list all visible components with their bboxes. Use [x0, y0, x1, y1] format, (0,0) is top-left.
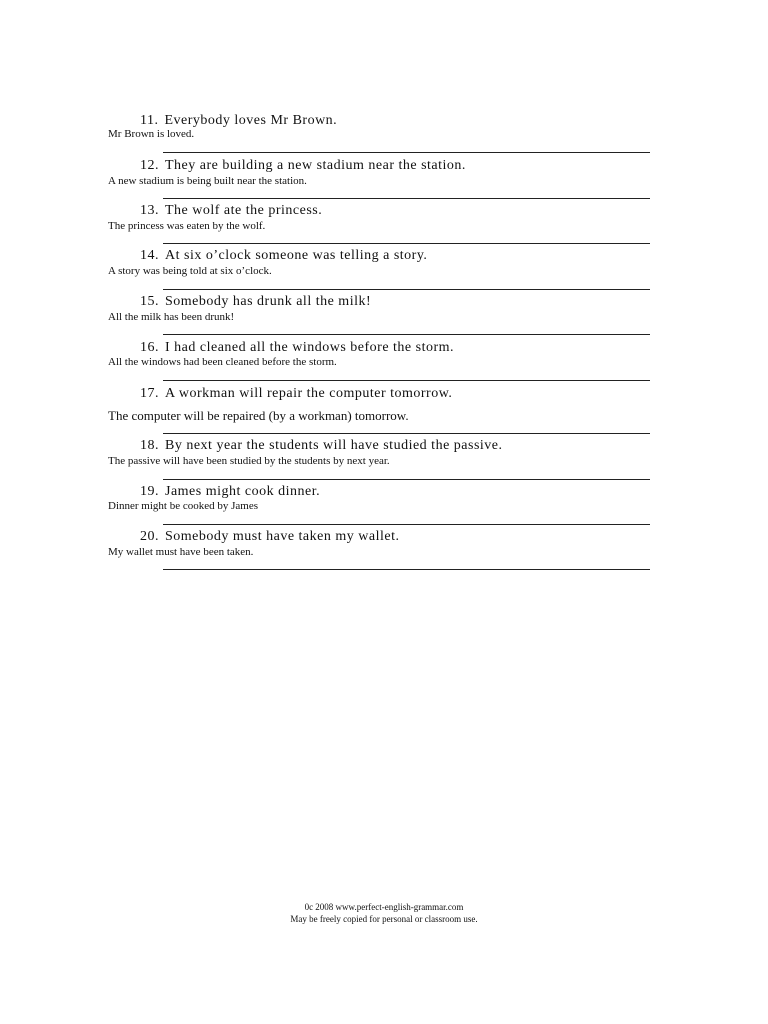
exercise-answer: The princess was eaten by the wolf. — [108, 220, 266, 232]
exercise-prompt — [140, 248, 427, 264]
exercise-sentence: They are building a new stadium near the station. — [165, 158, 466, 173]
exercise-number: 19. — [140, 484, 159, 499]
exercise-answer: The computer will be repaired (by a workman) tomorrow. — [108, 408, 409, 423]
exercise-answer: The passive will have been studied by the students by next year. — [108, 455, 390, 467]
exercise-answer: A story was being told at six o’clock. — [108, 265, 272, 277]
exercise-prompt — [140, 294, 371, 310]
exercise-prompt — [140, 340, 454, 356]
answer-line — [163, 569, 650, 570]
exercise-sentence: James might cook dinner. — [165, 484, 321, 499]
answer-line — [163, 380, 650, 381]
exercise-prompt — [140, 529, 399, 545]
exercise-prompt — [140, 438, 503, 454]
exercise-prompt — [140, 158, 466, 174]
exercise-sentence: The wolf ate the princess. — [165, 203, 323, 218]
exercise-number: 16. — [140, 340, 159, 355]
exercise-answer: A new stadium is being built near the station. — [108, 175, 307, 187]
exercise-answer: Dinner might be cooked by James — [108, 500, 258, 512]
exercise-sentence: By next year the students will have studied the passive. — [165, 438, 503, 453]
exercise-prompt — [140, 484, 320, 500]
exercise-prompt — [140, 203, 322, 219]
exercise-number: 11. — [140, 113, 159, 128]
answer-line — [163, 152, 650, 153]
exercise-number: 18. — [140, 438, 159, 453]
exercise-number: 12. — [140, 158, 159, 173]
answer-line — [163, 198, 650, 199]
exercise-answer: All the milk has been drunk! — [108, 311, 235, 323]
exercise-number: 13. — [140, 203, 159, 218]
answer-line — [163, 479, 650, 480]
exercise-answer: Mr Brown is loved. — [108, 128, 195, 140]
exercise-answer: My wallet must have been taken. — [108, 546, 254, 558]
answer-line — [163, 334, 650, 335]
exercise-sentence: A workman will repair the computer tomorrow. — [165, 386, 453, 401]
exercise-number: 17. — [140, 386, 159, 401]
exercise-number: 14. — [140, 248, 159, 263]
answer-line — [163, 433, 650, 434]
exercise-sentence: At six o’clock someone was telling a story. — [165, 248, 428, 263]
footer-usage-note: May be freely copied for personal or classroom use. — [290, 914, 478, 924]
exercise-number: 15. — [140, 294, 159, 309]
exercise-answer: All the windows had been cleaned before the storm. — [108, 356, 337, 368]
exercise-sentence: Everybody loves Mr Brown. — [164, 113, 338, 128]
exercise-sentence: Somebody must have taken my wallet. — [165, 529, 400, 544]
answer-line — [163, 243, 650, 244]
exercise-number: 20. — [140, 529, 159, 544]
exercise-prompt — [140, 113, 337, 129]
exercise-prompt — [140, 386, 452, 402]
answer-line — [163, 289, 650, 290]
footer-copyright: 0c 2008 www.perfect-english-grammar.com — [304, 902, 464, 912]
exercise-sentence: I had cleaned all the windows before the storm. — [165, 340, 455, 355]
answer-line — [163, 524, 650, 525]
exercise-sentence: Somebody has drunk all the milk! — [165, 294, 372, 309]
